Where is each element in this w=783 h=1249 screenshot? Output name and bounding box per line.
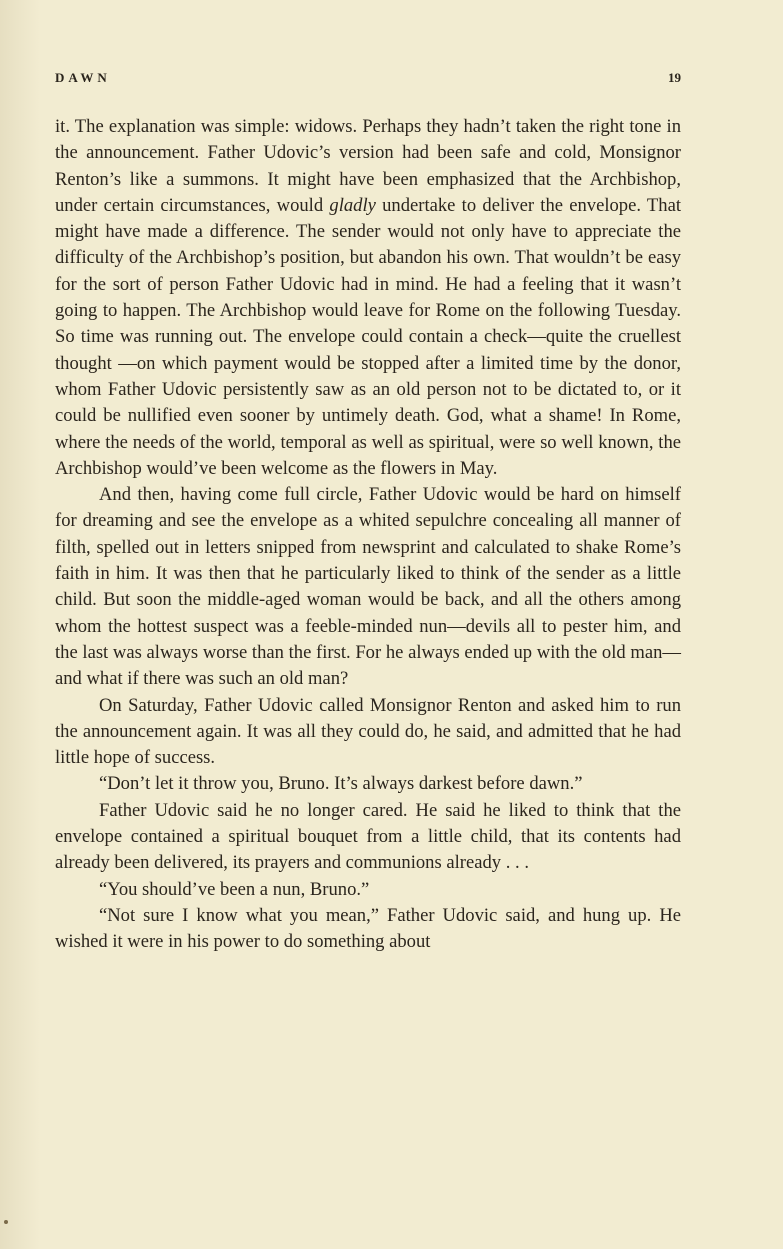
paragraph: “You should’ve been a nun, Bruno.” xyxy=(99,878,370,900)
page-number: 19 xyxy=(668,70,681,85)
paragraph: “Don’t let it throw you, Bruno. It’s always darkest before dawn.” xyxy=(99,773,583,795)
running-head xyxy=(55,70,681,90)
body-text xyxy=(55,114,681,956)
paragraph: And then, having come full circle, Father Udovic would be hard on himself for dreaming and see the envelope as a whited sepulchre concealing all manner of filth, spelled out in letters snipped from newsprint and calculated to shake Rome’s faith in him. It was then that he particularly liked to think of the sender as a little child. But soon the middle-aged woman would be back, and all the others among whom the hottest suspect was a feeble-minded nun—devils all to pester him, and the last was always worse than the first. For he always ended up with the old man—and what if there was such an old man? xyxy=(55,484,681,690)
paragraph-text: it. The explanation was simple: widows. Perhaps they hadn’t taken the right tone in the announcement. Father Udovic’s version had been safe and cold, Monsignor Renton’s like a summons. It might have been emphasized that the Archbishop, under certain circumstances, would xyxy=(55,116,681,216)
paragraph xyxy=(55,114,681,482)
paragraph: Father Udovic said he no longer cared. He said he liked to think that the envelope contained a spiritual bouquet from a little child, that its contents had already been delivered, its prayers and communions already . . . xyxy=(55,799,681,874)
paragraph: On Saturday, Father Udovic called Monsignor Renton and asked him to run the announcement again. It was all they could do, he said, and admitted that he had little hope of success. xyxy=(55,694,681,769)
chapter-title: DAWN xyxy=(55,70,111,85)
paragraph-text: undertake to deliver the envelope. That might have made a difference. The sender would not only have to appreciate the difficulty of the Archbishop’s position, but abandon his own. That wouldn’t be easy for the sort of person Father Udovic had in mind. He had a feeling that it wasn’t going to happen. The Archbishop would leave for Rome on the following Tuesday. So time was running out. The envelope could contain a check—quite the cruellest thought —on which payment would be stopped after a limited time by the donor, whom Father Udovic persistently saw as an old person not to be dictated to, or it could be nullified even sooner by untimely death. God, what a shame! In Rome, where the needs of the world, temporal as well as spiritual, were so well known, the Archbishop would’ve been welcome as the flowers in May. xyxy=(55,194,681,479)
paragraph: “Not sure I know what you mean,” Father Udovic said, and hung up. He wished it were in his power to do something about xyxy=(55,904,681,953)
paper-speck xyxy=(4,1220,8,1224)
emphasis-text: gladly xyxy=(329,194,376,216)
